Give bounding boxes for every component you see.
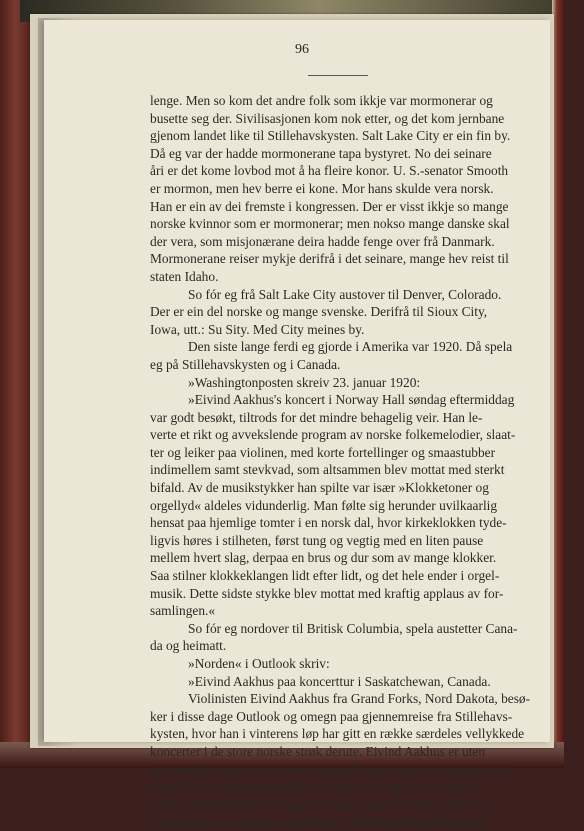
text-line: ker i disse dage Outlook og omegn paa gjennemreise fra Stillehavs-	[150, 708, 513, 724]
text-line: var godt besøkt, tiltrods for det mindre behagelig veir. Han le-	[150, 409, 483, 425]
text-line: staten Idaho.	[150, 268, 219, 284]
text-line: Iowa, utt.: Su Sity. Med City meines by.	[150, 321, 365, 337]
text-line: hensat paa hjemlige tomter i en norsk dal, hvor kirkeklokken tyde-	[150, 515, 507, 531]
text-line: »Washingtonposten skreiv 23. januar 1920:	[188, 374, 421, 390]
page-number-rule	[308, 75, 368, 76]
text-line: mellem hvert slag, derpaa en brus og dur som av mange klokker.	[150, 550, 497, 566]
text-line: musik. Dette sidste stykke blev mottat med kraftig applaus av for-	[150, 585, 504, 601]
text-line: indimellem samt stevkvad, som altsammen blev mottat med sterkt	[150, 462, 505, 478]
text-line: orgellyd« aldeles vidunderlig. Man følte sig herunder uvilkaarlig	[150, 497, 498, 513]
text-line: norske kvinnor som er mormonerar; men nokso mange danske skal	[150, 216, 510, 232]
text-line: Han er ein av dei fremste i kongressen. Der er visst ikkje so mange	[150, 198, 509, 214]
text-line: er mormon, men hev berre ei kone. Mor hans skulde vera norsk.	[150, 180, 494, 196]
text-line: kysten, hvor han i vinterens løp har gitt en række særdeles vellykkede	[150, 726, 525, 742]
text-line: verte et rikt og avvekslende program av norske folkemelodier, slaat-	[150, 427, 516, 443]
text-line: Der er ein del norske og mange svenske. Derifrå til Sioux City,	[150, 304, 488, 320]
text-line: »Eivind Aakhus's koncert i Norway Hall søndag eftermiddag	[188, 392, 515, 408]
text-line: bifald. Av de musikstykker han spilte var især »Klokketoner og	[150, 480, 489, 496]
text-line: samlingen.«	[150, 603, 216, 619]
text-line: Den siste lange ferdi eg gjorde i Amerika var 1920. Då spela	[188, 339, 513, 355]
text-line: norsk settlement eller en bygd i Norge, som hr. Aakhus ikke har	[150, 796, 492, 812]
text-line: So fór eg nordover til Britisk Columbia, spela austetter Cana-	[188, 620, 518, 636]
text-line: lenge. Men so kom det andre folk som ikkje var mormonerar og	[150, 93, 493, 108]
text-line: ligvis høres i stilheten, først tung og vegtig med en liten pause	[150, 532, 484, 548]
page-body-text	[150, 92, 538, 831]
text-line: ter og leiker paa violinen, med korte fortellinger og smaastubber	[150, 444, 496, 460]
text-line: ister. Han har dyrket musikken i mange aar, og det er knapt et	[150, 779, 480, 795]
text-line: åri er det kome lovbod mot å ha fleire konor. U. S.-senator Smooth	[150, 163, 509, 179]
text-line: busette seg der. Sivilisasjonen kom nok etter, og det kom jernbane	[150, 110, 505, 126]
text-line: gjenom landet like til Stillehavskysten. Salt Lake City er ein fin by.	[150, 128, 511, 144]
text-line: Violinisten Eivind Aakhus fra Grand Forks, Nord Dakota, besø-	[188, 691, 531, 707]
text-line: besøkt paa sine mange konsertturer. Sidste høst besøkte han de	[150, 814, 487, 830]
text-line: sammenligning en av de mest bekjendte nulevende hardangerviolin-	[150, 761, 516, 777]
text-line: Då eg var der hadde mormonerane tapa bystyret. No dei seinare	[150, 145, 492, 161]
text-line: »Eivind Aakhus paa koncerttur i Saskatchewan, Canada.	[188, 673, 491, 689]
text-line: »Norden« i Outlook skriv:	[188, 656, 330, 671]
text-line: Saa stilner klokkeklangen lidt efter lidt, og det hele ender i orgel-	[150, 568, 500, 584]
text-line: eg på Stillehavskysten og i Canada.	[150, 356, 341, 372]
text-line: da og heimatt.	[150, 638, 227, 654]
text-line: Mormonerane reiser mykje derifrå i det seinare, mange hev reist til	[150, 251, 509, 267]
page-number: 96	[295, 42, 309, 57]
text-line: So fór eg frå Salt Lake City austover til Denver, Colorado.	[188, 286, 502, 302]
text-line: der vera, som misjonærane deira hadde fenge over frå Danmark.	[150, 233, 495, 249]
text-line: koncerter i de store norske strøk derute. Eivind Aakhus er uten	[150, 743, 486, 759]
